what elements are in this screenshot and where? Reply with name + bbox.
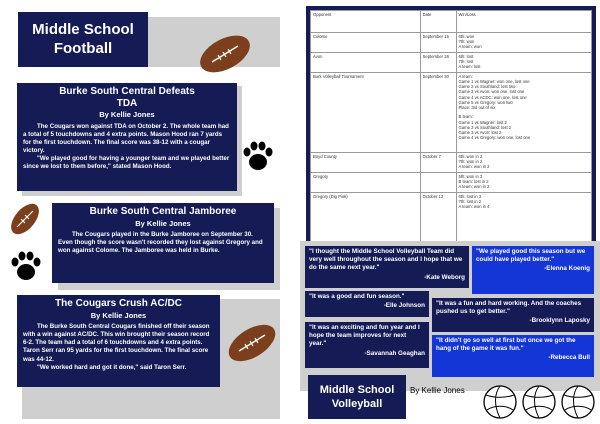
quote-kate-weborg: [305, 246, 469, 288]
volleyball-title: [308, 375, 406, 419]
date-cell: [420, 172, 456, 192]
header-date: Date: [420, 11, 456, 33]
table-row: [311, 52, 592, 72]
paw-print-icon-2: [8, 248, 44, 284]
quote-elle-johnson: [305, 291, 429, 317]
table-row: [311, 72, 592, 152]
table-row: [311, 32, 592, 52]
volleyball-icon: [482, 384, 518, 420]
header-opponent: Opponent: [311, 11, 421, 33]
quote-text: "It was an exciting and fun year and I hope the team improves for next year.": [309, 324, 420, 348]
volleyball-title-line2: Volleyball: [331, 398, 383, 410]
date-cell: September 15: [420, 32, 456, 52]
story1-quote: "We played good for having a younger team and we played better since we lost to them before," stated Mason Hood.: [23, 155, 230, 171]
football-title-line1: Middle School: [32, 20, 134, 38]
quote-author: -Brooklynn Laposky: [529, 317, 590, 325]
header-winloss: Win/Loss: [456, 11, 591, 33]
opponent-cell: Gregory (Dig Pink): [311, 192, 421, 241]
story1-byline: By Kellie Jones: [99, 110, 155, 119]
schedule-table: [310, 10, 592, 242]
story3-headline: The Cougars Crush AC/DC: [55, 298, 182, 309]
story1-body: The Cougars won against TDA on October 2. The whole team had a total of 5 touchdowns and 4 extra points. Mason Hood ran 7 yards for the first touchdown. The final score was 38-12 with a cougar victory.: [23, 122, 229, 154]
result-cell: A team: Game 1 vs Wagner: won one, lost one Game 2 vs Southland: lost two Game 3 vs Avon: won one, lost one Game 4 vs ACDC: won one, lost one Game 5 vs Gregory: won two Place: 3rd out of six B team: Game 1 vs Wagner: lost 2 Game 2 vs Southland: lost 2 Game 3 vs Avon: lost 2 Game 4 vs Gregory: won one, lost one: [456, 72, 591, 152]
volleyball-title-line1: Middle School: [319, 383, 395, 396]
quote-author: -Kate Weborg: [424, 273, 465, 281]
quote-text: "It was a good and fun season.": [309, 293, 405, 300]
football-title: [18, 12, 148, 67]
story3-byline: By Kellie Jones: [90, 310, 147, 320]
quote-author: -Elle Johnson: [383, 302, 425, 310]
result-cell: 5th: won in 3 B team: lost in 2 A team: won in 2: [456, 172, 591, 192]
opponent-cell: Burk Volleyball Tournament: [311, 72, 421, 152]
football-icon-3: [224, 318, 280, 368]
quote-text: "We played good this season but we could have played better.": [476, 248, 586, 264]
quote-savannah-geaghan: [305, 322, 429, 368]
date-cell: September 30: [420, 72, 456, 152]
football-icon: [196, 32, 254, 76]
date-cell: October 7: [420, 152, 456, 172]
quote-author: -Rebecca Bull: [548, 354, 590, 362]
quote-text: "It didn't go so well at first but once we got the hang of the game it was fun.": [436, 337, 576, 353]
table-row: [311, 192, 592, 241]
quote-brooklynn-laposky: [432, 298, 594, 332]
quote-author: -Elenna Koenig: [544, 265, 590, 273]
table-row: [311, 152, 592, 172]
date-cell: October 12: [420, 192, 456, 241]
volleyball-icon-3: [560, 384, 596, 420]
schedule-header-row: [311, 11, 592, 33]
result-cell: 6th: lost 7th: lost A team: lost: [456, 52, 591, 72]
story1-headline-line2: TDA: [116, 97, 138, 109]
date-cell: September 26: [420, 52, 456, 72]
table-row: [311, 172, 592, 192]
paw-print-icon: [240, 138, 276, 174]
story3-quote: "We worked hard and got it done," said Taron Serr.: [37, 363, 187, 371]
quote-text: "It was a fun and hard working. And the coaches pushed us to get better.": [436, 300, 582, 316]
opponent-cell: Avon: [311, 52, 421, 72]
opponent-cell: Boyd County: [311, 152, 421, 172]
result-cell: 6th: lost in 3 7th: lost in 2 A team: won in 4: [456, 192, 591, 241]
quote-elenna-koenig: [472, 246, 594, 294]
quote-rebecca-bull: [432, 335, 594, 377]
story-acdc: [17, 295, 220, 387]
story1-headline-line1: Burke South Central Defeats: [59, 86, 195, 97]
opponent-cell: Colome: [311, 32, 421, 52]
volleyball-icon-2: [521, 384, 557, 420]
story2-byline: By Kellie Jones: [135, 218, 191, 228]
story-tda: [17, 83, 237, 191]
result-cell: 6th: won in 2 7th: won in 2 A team: won in 2: [456, 152, 591, 172]
story2-headline: Burke South Central Jamboree: [89, 206, 237, 217]
opponent-cell: Gregory: [311, 172, 421, 192]
quote-text: "I thought the Middle School Volleyball Team did very well throughout the season and I hope that we do the same next year.": [309, 248, 463, 272]
result-cell: 6th: won 7th: won A team: won: [456, 32, 591, 52]
quote-author: -Savannah Geaghan: [364, 349, 425, 357]
story2-body: The Cougars played in the Burke Jamboree on September 30. Even though the score wasn't recorded they lost against Gregory and won against Colome. The Jamboree was held in Burke.: [58, 231, 263, 255]
football-title-line2: Football: [53, 39, 113, 57]
story-jamboree: [52, 203, 274, 283]
story3-body: The Burke South Central Cougars finished off their season with a win against AC/DC. This win brought their season record 6-2. The team had a total of 6 touchdowns and 4 extra points. Taron Serr ran 95 yards for the first touchdown. The final score was 44-12.: [23, 323, 210, 363]
football-icon-small: [5, 200, 45, 238]
volleyball-byline: By Kellie Jones: [410, 386, 465, 395]
